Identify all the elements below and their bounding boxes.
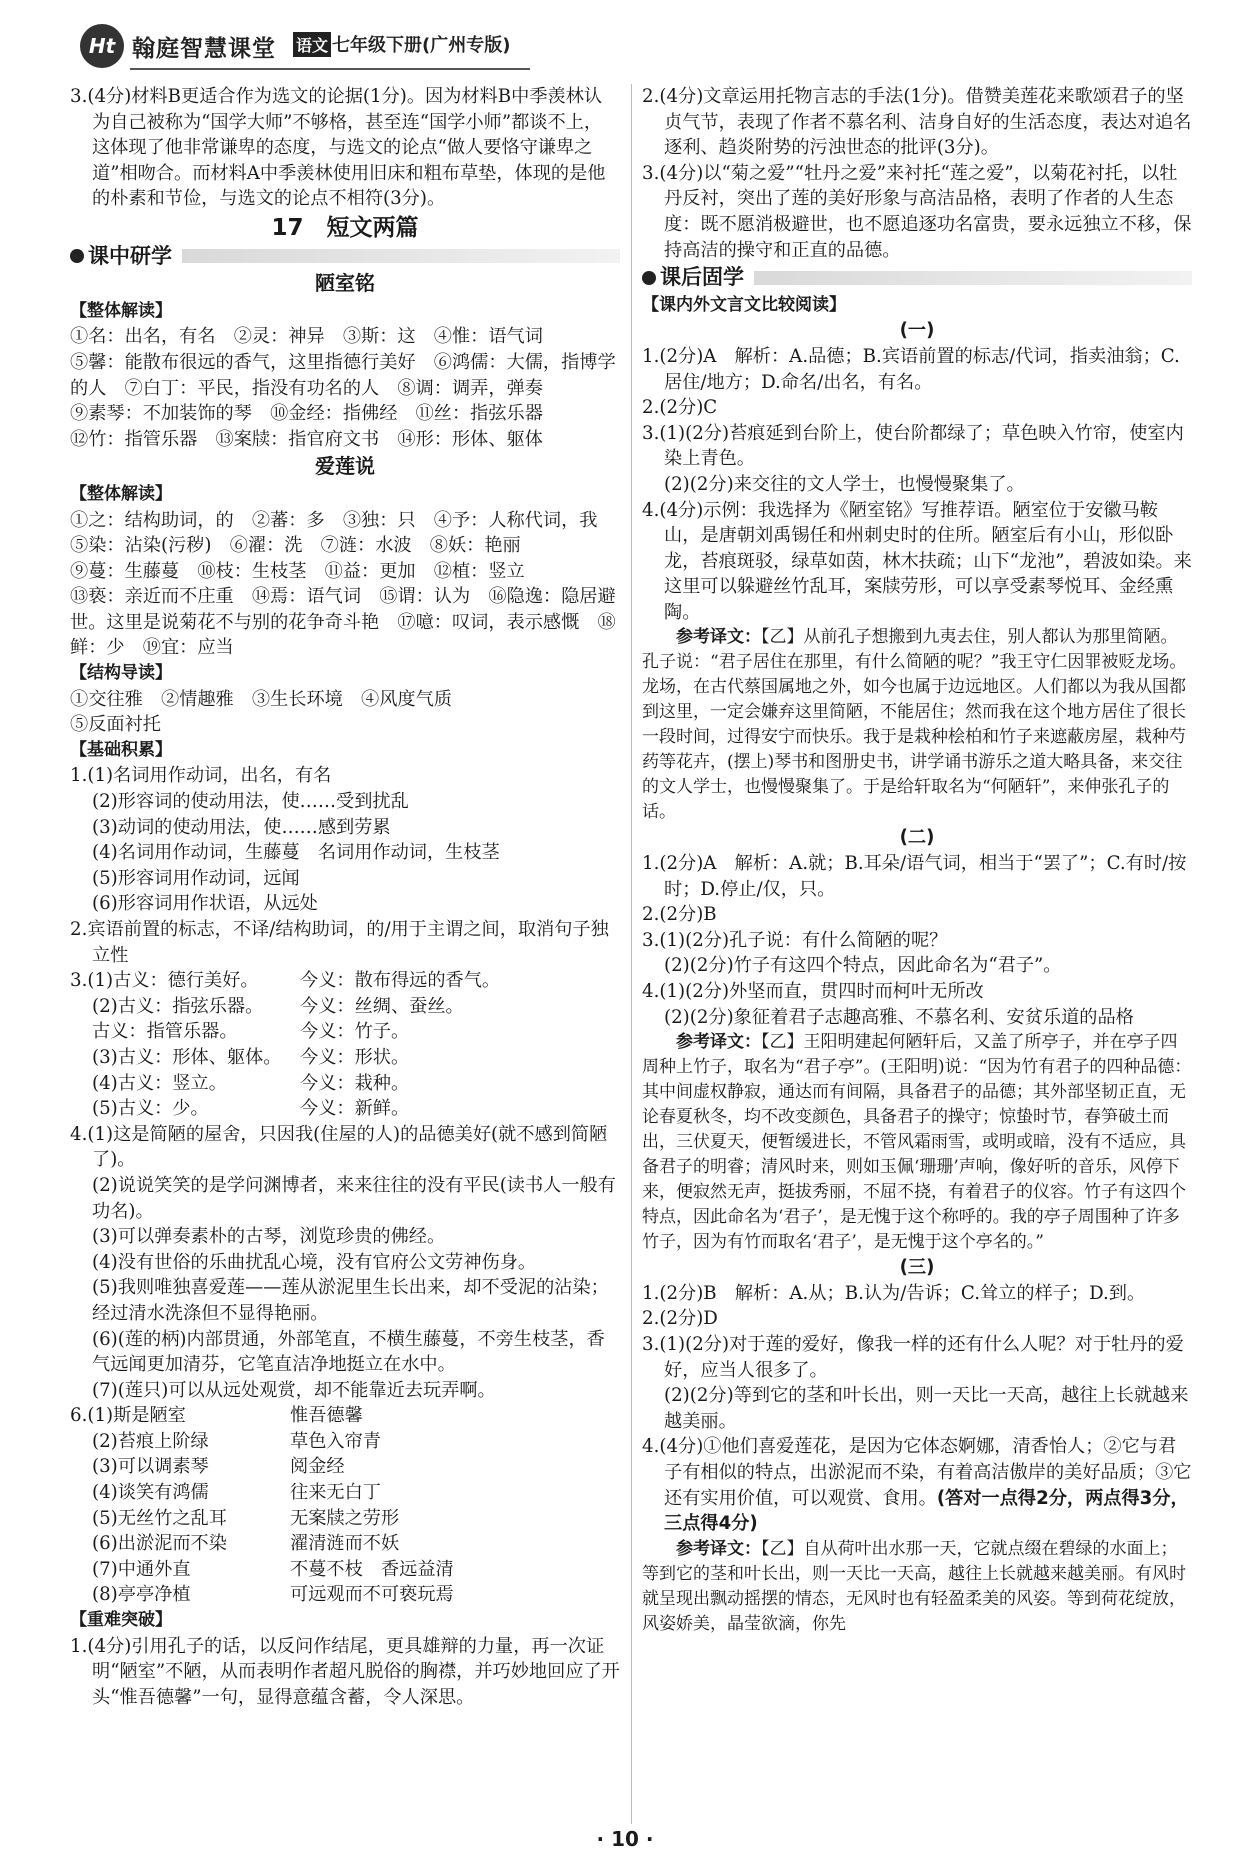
section-header-class: 课中研学	[70, 244, 620, 270]
loushiming-notes	[70, 324, 620, 452]
publisher-logo: Ht	[80, 24, 124, 68]
note-line: ⑨蔓：生藤蔓 ⑩枝：生枝茎 ⑪益：更加 ⑫植：竖立	[70, 560, 525, 582]
table-row: (2)苔痕上阶绿 草色入帘青	[92, 1430, 381, 1452]
answer-line: (2)(2分)竹子有这四个特点，因此命名为“君子”。	[664, 955, 1062, 977]
subheading: 【课内外文言文比较阅读】	[642, 294, 846, 315]
poem-title-ailianshuo: 爱莲说	[315, 454, 375, 479]
recitation-table	[70, 1403, 620, 1608]
page-number: · 10 ·	[596, 1827, 654, 1851]
note-line: ⑤染：沾染(污秽) ⑥濯：洗 ⑦涟：水波 ⑧妖：艳丽	[70, 535, 521, 557]
answer-q2: 2.宾语前置的标志，不译/结构助词，的/用于主谓之间，取消句子独立性	[70, 919, 609, 966]
table-row: (5)无丝竹之乱耳 无案牍之劳形	[92, 1507, 400, 1529]
note-line: ⑤馨：能散布很远的香气，这里指德行美好 ⑥鸿儒：大儒，指博学的人 ⑦白丁：平民，指没有功名的人 ⑧调：调弄，弹奏	[70, 351, 616, 399]
table-row: (6)出淤泥而不染 濯清涟而不妖	[92, 1533, 400, 1555]
answer-line: 3.(1)(2分)对于莲的爱好，像我一样的还有什么人呢？对于牡丹的爱好，应当人很多了。	[642, 1334, 1184, 1381]
answer-line: (7)(莲只)可以从远处观赏，却不能靠近去玩弄啊。	[92, 1379, 496, 1401]
table-row: (3)可以调素琴 阅金经	[92, 1456, 345, 1478]
answer-zn2: 2.(4分)文章运用托物言志的手法(1分)。借赞美莲花来歌颂君子的坚贞气节，表现了作者不慕名利、洁身自好的生活态度，表达对追名逐利、趋炎附势的污浊世态的批评(3分)。	[642, 86, 1192, 159]
answer-line: 4.(1)这是简陋的屋舍，只因我(住屋的人)的品德美好(就不感到简陋了)。	[70, 1123, 608, 1171]
answer-line: (2)(2分)等到它的茎和叶长出，则一天比一天高，越往上长就越来越美丽。	[664, 1385, 1189, 1432]
passage-number: (一)	[899, 320, 935, 342]
table-row: 3.(1)古义：德行美好。 今义：散布得远的香气。	[70, 970, 501, 992]
answer-line: 1.(1)名词用作动词，出名，有名	[70, 765, 332, 787]
table-row: (4)谈笑有鸿儒 往来无白丁	[92, 1482, 381, 1504]
table-row: (2)古义：指弦乐器。 今义：丝绸、蚕丝。	[92, 995, 464, 1017]
answer-zn1: 1.(4分)引用孔子的话，以反问作结尾，更具雄辩的力量，再一次证明“陋室”不陋，从而表明作者超凡脱俗的胸襟，并巧妙地回应了开头“惟吾德馨”一句，显得意蕴含蓄，令人深思。	[70, 1635, 620, 1708]
table-row: 古义：指管乐器。 今义：竹子。	[92, 1021, 410, 1043]
section-header-after-class: 课后固学	[642, 265, 1192, 291]
answer-line: 1.(2分)A 解析：A.就；B.耳朵/语气词，相当于“罢了”；C.有时/按时；D.停止/仅，只。	[642, 853, 1187, 900]
reference-translation: 参考译文：【乙】自从荷叶出水那一天，它就点缀在碧绿的水面上；等到它的茎和叶长出，则一天比一天高，越往上长就越来越美丽。有风时就呈现出飘动摇摆的情态，无风时也有轻盈柔美的风姿。等到荷花绽放，风姿娇美，晶莹欲滴，你先	[642, 1538, 1186, 1634]
answer-line: (2)说说笑笑的是学问渊博者，来来往往的没有平民(读书人一般有功名)。	[92, 1174, 616, 1222]
subject-badge: 语文	[293, 32, 331, 57]
note-line: ⑬亵：亲近而不庄重 ⑭焉：语气词 ⑮谓：认为 ⑯隐逸：隐居避世。这里是说菊花不与别的花争奇斗艳 ⑰噫：叹词，表示感慨 ⑱鲜：少 ⑲宜：应当	[70, 586, 616, 659]
note-line: ⑫竹：指管乐器 ⑬案牍：指官府文书 ⑭形：形体、躯体	[70, 428, 543, 450]
answer-line: (4)没有世俗的乐曲扰乱心境，没有官府公文劳神伤身。	[92, 1251, 537, 1273]
subheading: 【重难突破】	[70, 1610, 172, 1631]
bullet-icon	[70, 249, 84, 263]
reference-translation: 参考译文：【乙】王阳明建起何陋轩后，又盖了所亭子，并在亭子四周种上竹子，取名为“君子亭”。(王阳明)说：“因为竹有君子的四种品德：其中间虚权静寂，通达而有间隔，具备君子的品德；其外部坚韧正直，无论春夏秋冬，均不改变颜色，具备君子的操守；惊蛰时节，春笋破土而出，三伏夏天，便暂缓进长，不管风霜雨雪，或明或暗，没有不适应，具备君子的明睿；清风时来，则如玉佩‘珊珊’声响，像好听的音乐，风停下来，便寂然无声，挺拔秀丽，不屈不挠，有着君子的仪容。竹子有这四个特点，因此命名为‘君子’，是无愧于这个称呼的。我的亭子周围种了许多竹子，因为有竹而取名‘君子’，是无愧于这个亭名的。”	[642, 1032, 1192, 1253]
answer-zn3: 3.(4分)以“菊之爱”“牡丹之爱”来衬托“莲之爱”，以菊花衬托，以牡丹反衬，突出了莲的美好形象与高洁品格，表明了作者的人生态度：既不愿消极避世，也不愿追逐功名富贵，要永远独立不移，保持高洁的操守和正直的品德。	[642, 162, 1192, 261]
answer-line: 2.(2分)D	[642, 1308, 718, 1330]
passage-number: (二)	[899, 827, 935, 849]
brand-title: 翰庭智慧课堂	[132, 36, 276, 62]
table-row: (4)古义：竖立。 今义：栽种。	[92, 1072, 410, 1094]
answer-line: (5)我则唯独喜爱莲——莲从淤泥里生长出来，却不受泥的沾染；经过清水洗涤但不显得艳丽。	[92, 1277, 609, 1324]
gu-jin-table	[70, 968, 620, 1122]
note-line: ⑨素琴：不加装饰的琴 ⑩金经：指佛经 ⑪丝：指弦乐器	[70, 403, 543, 425]
answer-line: (4)名词用作动词，生藤蔓 名词用作动词，生枝茎	[92, 842, 500, 864]
answer-line: (6)(莲的柄)内部贯通，外部笔直，不横生藤蔓，不旁生枝茎，香气远闻更加清芬，它笔直洁净地挺立在水中。	[92, 1328, 605, 1376]
subheading: 【整体解读】	[70, 300, 172, 321]
passage-number: (三)	[899, 1257, 935, 1279]
answer-line: 4.(4分)①他们喜爱莲花，是因为它体态婀娜，清香怡人；②它与君子有相似的特点，出淤泥而不染，有着高洁傲岸的美好品质；③它还有实用价值，可以观赏、食用。(答对一点得2分，两点得3分，三点得4分)	[642, 1436, 1192, 1535]
left-column	[70, 84, 620, 1710]
answer-line: 4.(1)(2分)外坚而直，贯四时而柯叶无所改	[642, 981, 984, 1003]
answer-line: 3.(1)(2分)苔痕延到台阶上，使台阶都绿了；草色映入竹帘，使室内染上青色。	[642, 422, 1184, 470]
answer-line: 2.(2分)C	[642, 397, 718, 419]
answer-line: 2.(2分)B	[642, 904, 717, 926]
note-line: ①之：结构助词，的 ②蕃：多 ③独：只 ④予：人称代词，我	[70, 509, 598, 531]
answer-line: 3.(1)(2分)孔子说：有什么简陋的呢？	[642, 929, 948, 951]
answer-line: (2)(2分)来交往的文人学士，也慢慢聚集了。	[664, 473, 1025, 495]
subheading: 【基础积累】	[70, 739, 172, 760]
column-divider	[631, 84, 632, 1824]
table-row: (5)古义：少。 今义：新鲜。	[92, 1098, 410, 1120]
answer-line: (3)动词的使动用法，使……感到劳累	[92, 816, 391, 838]
answer-q3-top: 3.(4分)材料B更适合作为选文的论据(1分)。因为材料B中季羡林认为自己被称为“国学大师”不够格，甚至连“国学小师”都谈不上，这体现了他非常谦卑的态度，与选文的论点“做人要恪守谦卑之道”相吻合。而材料A中季羡林使用旧床和粗布草垫，体现的是他的朴素和节俭，与选文的论点不相符(3分)。	[70, 86, 606, 210]
table-row: (3)古义：形体、躯体。 今义：形状。	[92, 1046, 410, 1068]
note-line: ①名：出名，有名 ②灵：神异 ③斯：这 ④惟：语气词	[70, 326, 543, 348]
lesson-title: 17 短文两篇	[271, 214, 419, 241]
answer-line: (5)形容词用作动词，远闻	[92, 867, 300, 889]
answer-line: 4.(4分)示例：我选择为《陋室铭》写推荐语。陋室位于安徽马鞍山，是唐朝刘禹锡任和州刺史时的住所。陋室后有小山，形似卧龙，苔痕斑驳，绿草如茵，林木扶疏；山下“龙池”，碧波如染。来这里可以躲避丝竹乱耳，案牍劳形，可以享受素琴悦耳、金经熏陶。	[642, 499, 1192, 623]
structure-line: ①交往雅 ②情趣雅 ③生长环境 ④风度气质	[70, 688, 452, 710]
table-row: (7)中通外直 不蔓不枝 香远益清	[92, 1558, 454, 1580]
subheading: 【整体解读】	[70, 483, 172, 504]
grade-label: 七年级下册(广州专版)	[332, 35, 511, 56]
header-rule	[130, 68, 530, 70]
subheading: 【结构导读】	[70, 663, 172, 684]
structure-line: ⑤反面衬托	[70, 714, 161, 736]
answer-line: 1.(2分)A 解析：A.品德；B.宾语前置的标志/代词，指卖油翁；C.居住/地方；D.命名/出名，有名。	[642, 345, 1180, 393]
bullet-icon	[642, 271, 656, 285]
answer-line: (3)可以弹奏素朴的古琴，浏览珍贵的佛经。	[92, 1226, 446, 1248]
ailianshuo-notes	[70, 508, 620, 662]
reference-translation: 参考译文：【乙】从前孔子想搬到九夷去住，别人都认为那里简陋。孔子说：“君子居住在那里，有什么简陋的呢？”我王守仁因罪被贬龙场。龙场，在古代蔡国属地之外，如今也属于边远地区。人们都以为我从国都到这里，一定会嫌弃这里简陋，不能居住；然而我在这个地方居住了很长一段时间，过得安宁而快乐。我于是栽种桧柏和竹子来遮蔽房屋，栽种芍药等花卉，(摆上)琴书和图册史书，讲学诵书游乐之道大略具备，来交往的文人学士，也慢慢聚集了。于是给轩取名为“何陋轩”，来伸张孔子的话。	[642, 627, 1187, 823]
table-row: 6.(1)斯是陋室 惟吾德馨	[70, 1405, 363, 1427]
right-column	[642, 84, 1192, 1637]
answer-line: (6)形容词用作状语，从远处	[92, 893, 318, 915]
table-row: (8)亭亭净植 可远观而不可亵玩焉	[92, 1584, 454, 1606]
poem-title-loushiming: 陋室铭	[315, 271, 375, 296]
answer-line: 1.(2分)B 解析：A.从；B.认为/告诉；C.耸立的样子；D.到。	[642, 1282, 1146, 1304]
answer-line: (2)(2分)象征着君子志趣高雅、不慕名利、安贫乐道的品格	[664, 1006, 1134, 1028]
book-header	[80, 22, 540, 72]
answer-line: (2)形容词的使动用法，使……受到扰乱	[92, 791, 409, 813]
